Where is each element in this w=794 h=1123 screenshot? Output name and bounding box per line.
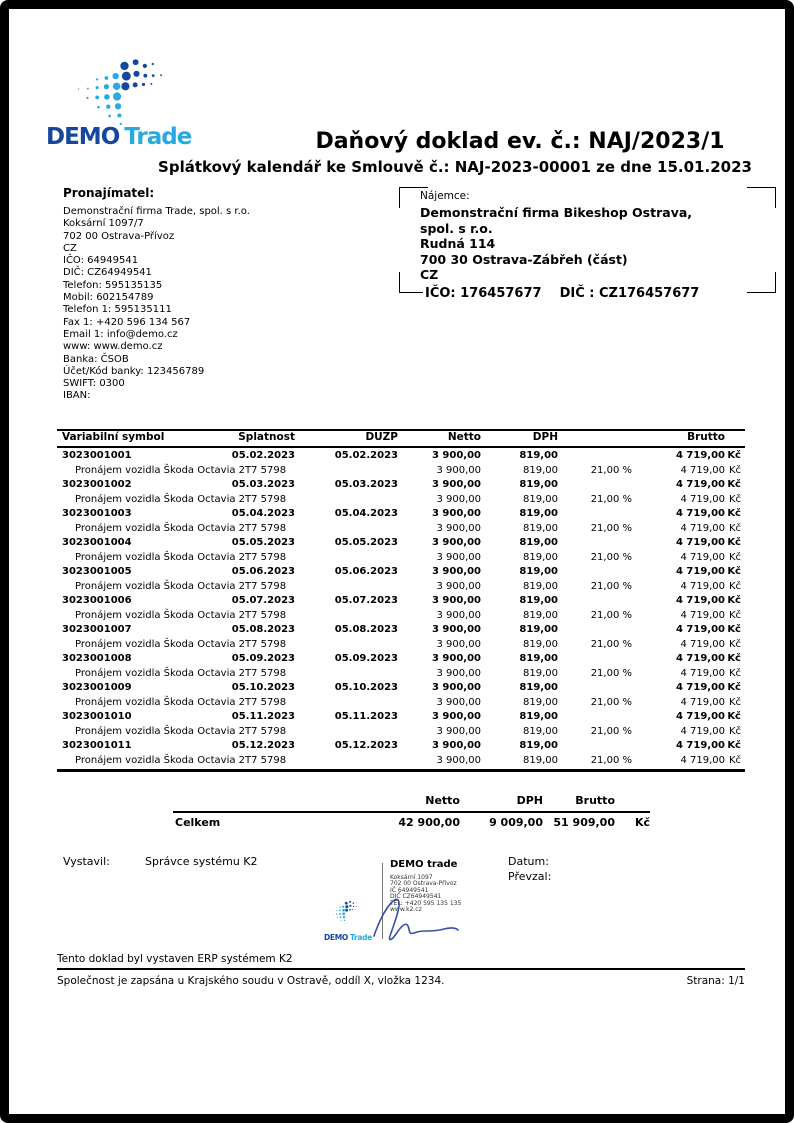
cell-duzp: 05.09.2023 [334,653,398,664]
cell-vat-rate: 21,00 % [590,725,632,737]
date-label: Datum: [508,855,549,868]
cell-duzp: 05.03.2023 [334,479,398,490]
cell-due-date: 05.09.2023 [231,653,295,664]
signature-scribble [366,892,462,944]
cell-variable-symbol: 3023001011 [62,740,132,751]
cell-currency: Kč [727,479,741,490]
table-row-pair [57,681,745,710]
cell-due-date: 05.06.2023 [231,566,295,577]
cell-dph: 819,00 [519,566,558,577]
cell-description: Pronájem vozidla Škoda Octavia 2T7 5798 [75,493,287,505]
cell-variable-symbol: 3023001007 [62,624,132,635]
table-row [57,507,745,522]
cell-due-date: 05.11.2023 [231,711,295,722]
table-row-detail [57,522,745,537]
cell-detail-brutto: 4 719,00 [680,609,725,621]
table-header [57,431,745,446]
cell-duzp: 05.06.2023 [334,566,398,577]
footer-rule [57,968,745,970]
cell-currency: Kč [727,450,741,461]
col-header-duzp: DUZP [365,431,398,443]
lessor-address-line: IBAN: [63,390,91,402]
cell-vat-rate: 21,00 % [590,638,632,650]
cell-detail-brutto: 4 719,00 [680,551,725,563]
cell-description: Pronájem vozidla Škoda Octavia 2T7 5798 [75,522,287,534]
totals-header-dph: DPH [516,794,543,807]
lessor-address-line: Email 1: info@demo.cz [63,328,178,340]
cell-due-date: 05.10.2023 [231,682,295,693]
lessor-address-line: SWIFT: 0300 [63,378,125,390]
stamp-address-line: Koksární 1097 [390,874,433,881]
cell-due-date: 05.08.2023 [231,624,295,635]
company-logo-text [46,124,191,150]
cell-currency: Kč [727,566,741,577]
cell-netto: 3 900,00 [431,537,481,548]
lessee-address-line: Demonstrační firma Bikeshop Ostrava, [420,205,693,220]
cell-detail-currency: Kč [728,638,741,650]
cell-duzp: 05.02.2023 [334,450,398,461]
cell-duzp: 05.12.2023 [334,740,398,751]
cell-dph: 819,00 [519,624,558,635]
table-row [57,652,745,667]
stamp-logo-icon [326,898,362,925]
totals-brutto: 51 909,00 [553,816,615,829]
cell-detail-currency: Kč [728,493,741,505]
table-row-pair [57,449,745,478]
table-row-pair [57,478,745,507]
lessee-address-line: CZ [420,267,439,282]
cell-detail-netto: 3 900,00 [436,522,481,534]
table-row-pair [57,652,745,681]
table-row-detail [57,493,745,508]
stamp-address-line: DIČ CZ64949541 [390,893,442,901]
cell-detail-netto: 3 900,00 [436,667,481,679]
cell-dph: 819,00 [519,479,558,490]
lessee-ico: IČO: 176457677 [425,286,542,301]
totals-block [173,794,650,829]
cell-vat-rate: 21,00 % [590,609,632,621]
cell-netto: 3 900,00 [431,711,481,722]
cell-detail-dph: 819,00 [523,754,558,766]
table-row-detail [57,667,745,682]
lessor-block [63,186,250,403]
cell-description: Pronájem vozidla Škoda Octavia 2T7 5798 [75,725,287,737]
lessor-address-line: 702 00 Ostrava-Přívoz [63,230,175,242]
totals-row [173,816,650,831]
cell-vat-rate: 21,00 % [590,667,632,679]
stamp-logo-word-demo: DEMO [323,933,348,942]
cell-detail-netto: 3 900,00 [436,464,481,476]
company-logo-icon [66,52,170,128]
col-header-dph: DPH [532,431,558,443]
stamp-address-line: TEL: +420 595 135 135 [390,899,462,907]
cell-dph: 819,00 [519,508,558,519]
lessee-box-corner [747,272,776,293]
lessor-address-line: IČO: 64949541 [63,255,139,267]
table-body [57,449,745,768]
cell-brutto: 4 719,00 [675,595,725,606]
table-row [57,710,745,725]
cell-detail-dph: 819,00 [523,696,558,708]
cell-detail-currency: Kč [728,522,741,534]
cell-due-date: 05.05.2023 [231,537,295,548]
cell-netto: 3 900,00 [431,653,481,664]
cell-duzp: 05.11.2023 [334,711,398,722]
table-row [57,536,745,551]
totals-rule [173,811,650,813]
cell-dph: 819,00 [519,537,558,548]
cell-currency: Kč [727,595,741,606]
cell-currency: Kč [727,653,741,664]
col-header-due-date: Splatnost [238,431,295,443]
cell-detail-currency: Kč [728,551,741,563]
lessee-box-corner [747,187,776,208]
lessee-address-line: spol. s r.o. [420,220,493,236]
cell-currency: Kč [727,537,741,548]
cell-brutto: 4 719,00 [675,450,725,461]
stamp-address-line: IČ 64949541 [390,886,429,894]
cell-detail-netto: 3 900,00 [436,725,481,737]
cell-dph: 819,00 [519,653,558,664]
cell-variable-symbol: 3023001001 [62,450,132,461]
cell-brutto: 4 719,00 [675,479,725,490]
lessor-label: Pronajímatel: [63,186,155,200]
cell-vat-rate: 21,00 % [590,696,632,708]
totals-header-brutto: Brutto [575,794,615,807]
cell-detail-dph: 819,00 [523,725,558,737]
cell-vat-rate: 21,00 % [590,754,632,766]
lessee-ids [423,286,705,301]
cell-description: Pronájem vozidla Škoda Octavia 2T7 5798 [75,551,287,563]
lessor-address-line: CZ [63,242,77,254]
cell-vat-rate: 21,00 % [590,551,632,563]
cell-netto: 3 900,00 [431,450,481,461]
cell-variable-symbol: 3023001009 [62,682,132,693]
table-row-pair [57,536,745,565]
cell-due-date: 05.12.2023 [231,740,295,751]
col-header-netto: Netto [447,431,481,443]
cell-currency: Kč [727,624,741,635]
totals-currency: Kč [634,816,650,829]
cell-detail-dph: 819,00 [523,580,558,592]
table-row-detail [57,696,745,711]
cell-detail-brutto: 4 719,00 [680,580,725,592]
cell-netto: 3 900,00 [431,740,481,751]
table-row-pair [57,594,745,623]
lessee-address-line: Rudná 114 [420,236,496,251]
cell-brutto: 4 719,00 [675,624,725,635]
cell-currency: Kč [727,740,741,751]
table-row-detail [57,638,745,653]
totals-dph: 9 009,00 [489,816,543,829]
cell-detail-netto: 3 900,00 [436,493,481,505]
totals-header [173,794,650,810]
lessee-box [399,187,776,301]
cell-detail-currency: Kč [728,754,741,766]
lessor-address-line: Fax 1: +420 596 134 567 [63,316,191,328]
cell-description: Pronájem vozidla Škoda Octavia 2T7 5798 [75,667,287,679]
cell-detail-netto: 3 900,00 [436,754,481,766]
logo-word-trade: Trade [124,124,192,150]
table-header-rule [57,446,745,448]
cell-brutto: 4 719,00 [675,682,725,693]
cell-netto: 3 900,00 [431,566,481,577]
cell-brutto: 4 719,00 [675,711,725,722]
lessor-address [63,206,250,403]
cell-description: Pronájem vozidla Škoda Octavia 2T7 5798 [75,580,287,592]
cell-netto: 3 900,00 [431,508,481,519]
lessee-label: Nájemce: [420,190,470,202]
cell-duzp: 05.08.2023 [334,624,398,635]
stamp-logo-word-trade: Trade [349,933,372,942]
table-row-pair [57,623,745,652]
issued-by-label: Vystavil: [63,855,110,868]
cell-detail-brutto: 4 719,00 [680,464,725,476]
table-row-detail [57,580,745,595]
col-header-variable-symbol: Variabilní symbol [62,431,165,443]
table-row [57,739,745,754]
cell-variable-symbol: 3023001003 [62,508,132,519]
cell-currency: Kč [727,508,741,519]
cell-detail-dph: 819,00 [523,551,558,563]
lessor-address-line: Koksární 1097/7 [63,218,144,230]
cell-description: Pronájem vozidla Škoda Octavia 2T7 5798 [75,464,287,476]
cell-brutto: 4 719,00 [675,508,725,519]
stamp-company-name: DEMO trade [390,859,458,870]
cell-due-date: 05.07.2023 [231,595,295,606]
cell-dph: 819,00 [519,450,558,461]
cell-vat-rate: 21,00 % [590,580,632,592]
cell-detail-currency: Kč [728,667,741,679]
lessor-address-line: Demonstrační firma Trade, spol. s r.o. [63,206,250,217]
cell-detail-netto: 3 900,00 [436,551,481,563]
registration-note: Společnost je zapsána u Krajského soudu v Ostravě, oddíl X, vložka 1234. [57,975,445,987]
cell-detail-netto: 3 900,00 [436,638,481,650]
totals-label: Celkem [175,816,221,829]
table-row-detail [57,725,745,740]
cell-brutto: 4 719,00 [675,653,725,664]
cell-dph: 819,00 [519,740,558,751]
cell-detail-brutto: 4 719,00 [680,638,725,650]
cell-detail-currency: Kč [728,464,741,476]
lessor-address-line: www: www.demo.cz [63,341,163,353]
totals-header-netto: Netto [425,794,460,807]
lessor-address-line: Účet/Kód banky: 123456789 [63,365,205,377]
cell-due-date: 05.04.2023 [231,508,295,519]
table-row-detail [57,609,745,624]
lessor-address-line: Banka: ČSOB [63,353,129,365]
cell-variable-symbol: 3023001010 [62,711,132,722]
lessor-address-line: Telefon: 595135135 [63,279,163,291]
cell-vat-rate: 21,00 % [590,464,632,476]
cell-detail-currency: Kč [728,696,741,708]
cell-description: Pronájem vozidla Škoda Octavia 2T7 5798 [75,609,287,621]
cell-detail-currency: Kč [728,580,741,592]
cell-dph: 819,00 [519,711,558,722]
document-title: Daňový doklad ev. č.: NAJ/2023/1 [315,129,725,154]
table-row [57,565,745,580]
cell-detail-brutto: 4 719,00 [680,696,725,708]
cell-detail-netto: 3 900,00 [436,580,481,592]
cell-netto: 3 900,00 [431,624,481,635]
lessee-address [420,205,692,283]
cell-brutto: 4 719,00 [675,740,725,751]
cell-detail-brutto: 4 719,00 [680,725,725,737]
table-row [57,681,745,696]
cell-detail-dph: 819,00 [523,609,558,621]
page-number: Strana: 1/1 [686,975,745,987]
cell-dph: 819,00 [519,682,558,693]
table-row-pair [57,507,745,536]
cell-variable-symbol: 3023001008 [62,653,132,664]
cell-netto: 3 900,00 [431,682,481,693]
cell-detail-dph: 819,00 [523,638,558,650]
table-bottom-rule [57,769,745,772]
cell-netto: 3 900,00 [431,479,481,490]
cell-due-date: 05.02.2023 [231,450,295,461]
cell-netto: 3 900,00 [431,595,481,606]
lessee-address-line: 700 30 Ostrava-Zábřeh (část) [420,251,628,267]
document-subtitle: Splátkový kalendář ke Smlouvě č.: NAJ-2023-00001 ze dne 15.01.2023 [158,158,752,176]
table-row-detail [57,464,745,479]
cell-detail-brutto: 4 719,00 [680,754,725,766]
cell-detail-netto: 3 900,00 [436,696,481,708]
lessor-address-line: DIČ: CZ64949541 [63,267,152,279]
stamp-address-line: 702 00 Ostrava-Přívoz [390,880,457,888]
erp-note: Tento doklad byl vystaven ERP systémem K2 [57,953,293,965]
table-row [57,594,745,609]
cell-variable-symbol: 3023001005 [62,566,132,577]
cell-vat-rate: 21,00 % [590,522,632,534]
cell-detail-brutto: 4 719,00 [680,667,725,679]
cell-duzp: 05.07.2023 [334,595,398,606]
table-row [57,478,745,493]
lessor-address-line: Telefon 1: 595135111 [63,304,172,316]
cell-currency: Kč [727,711,741,722]
cell-dph: 819,00 [519,595,558,606]
cell-detail-brutto: 4 719,00 [680,493,725,505]
table-row-detail [57,551,745,566]
logo-word-demo: DEMO [46,124,120,150]
table-row [57,623,745,638]
cell-vat-rate: 21,00 % [590,493,632,505]
stamp-address-line: www.k2.cz [390,906,422,914]
cell-duzp: 05.05.2023 [334,537,398,548]
lessor-address-line: Mobil: 602154789 [63,292,154,304]
cell-duzp: 05.04.2023 [334,508,398,519]
cell-variable-symbol: 3023001006 [62,595,132,606]
issued-by-value: Správce systému K2 [145,855,258,868]
col-header-brutto: Brutto [687,431,725,443]
cell-currency: Kč [727,682,741,693]
cell-detail-dph: 819,00 [523,464,558,476]
cell-detail-netto: 3 900,00 [436,609,481,621]
cell-variable-symbol: 3023001004 [62,537,132,548]
received-by-label: Převzal: [508,870,552,883]
cell-description: Pronájem vozidla Škoda Octavia 2T7 5798 [75,638,287,650]
table-row-pair [57,565,745,594]
lessee-dic: DIČ : CZ176457677 [559,286,700,301]
cell-detail-brutto: 4 719,00 [680,522,725,534]
table-row-pair [57,710,745,739]
cell-detail-dph: 819,00 [523,493,558,505]
cell-description: Pronájem vozidla Škoda Octavia 2T7 5798 [75,696,287,708]
cell-brutto: 4 719,00 [675,566,725,577]
cell-variable-symbol: 3023001002 [62,479,132,490]
cell-description: Pronájem vozidla Škoda Octavia 2T7 5798 [75,754,287,766]
cell-due-date: 05.03.2023 [231,479,295,490]
table-row-detail [57,754,745,769]
table-row [57,449,745,464]
cell-detail-currency: Kč [728,725,741,737]
totals-netto: 42 900,00 [398,816,460,829]
cell-detail-currency: Kč [728,609,741,621]
cell-duzp: 05.10.2023 [334,682,398,693]
cell-brutto: 4 719,00 [675,537,725,548]
table-row-pair [57,739,745,768]
cell-detail-dph: 819,00 [523,667,558,679]
cell-detail-dph: 819,00 [523,522,558,534]
